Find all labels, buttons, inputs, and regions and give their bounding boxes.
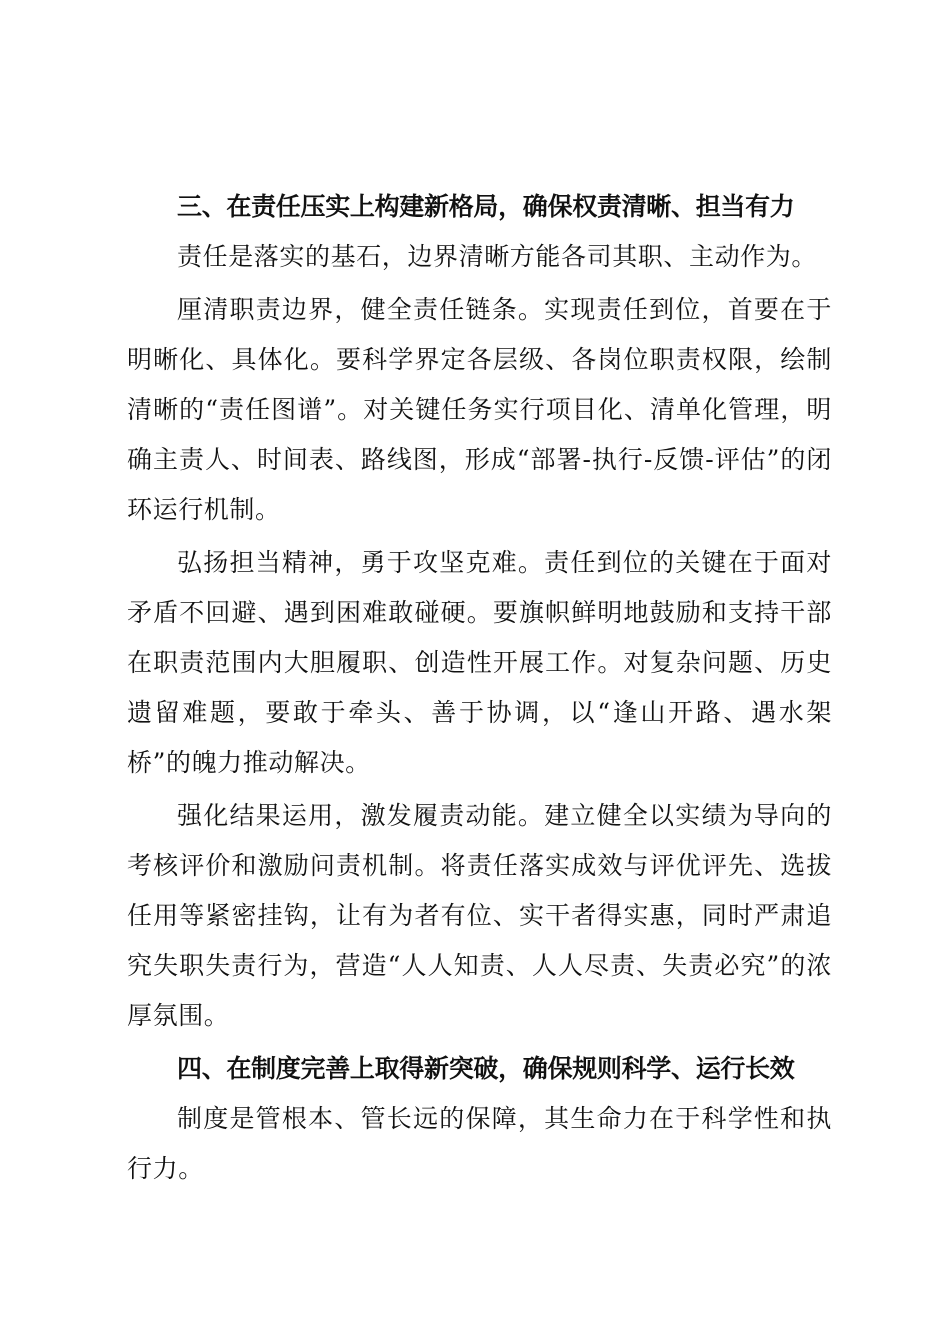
paragraph-responsibility-spirit: 弘扬担当精神，勇于攻坚克难。责任到位的关键在于面对矛盾不回避、遇到困难敢碰硬。要旗帜鲜明地鼓励和支持干部在职责范围内大胆履职、创造性开展工作。对复杂问题、历史遗留难题，要敢于牵头、善于协调，以“逢山开路、遇水架桥”的魄力推动解决。 xyxy=(127,548,832,777)
document-body xyxy=(127,182,832,1194)
section-heading-4: 四、在制度完善上取得新突破，确保规则科学、运行长效 xyxy=(177,1054,795,1083)
paragraph-responsibility-boundaries: 厘清职责边界，健全责任链条。实现责任到位，首要在于明晰化、具体化。要科学界定各层级、各岗位职责权限，绘制清晰的“责任图谱”。对关键任务实行项目化、清单化管理，明确主责人、时间表、路线图，形成“部署-执行-反馈-评估”的闭环运行机制。 xyxy=(127,295,832,524)
paragraph-intro: 责任是落实的基石，边界清晰方能各司其职、主动作为。 xyxy=(177,242,818,271)
paragraph-system-intro: 制度是管根本、管长远的保障，其生命力在于科学性和执行力。 xyxy=(127,1104,832,1183)
section-heading-3: 三、在责任压实上构建新格局，确保权责清晰、担当有力 xyxy=(177,192,795,221)
paragraph-results-application: 强化结果运用，激发履责动能。建立健全以实绩为导向的考核评价和激励问责机制。将责任落实成效与评优评先、选拔任用等紧密挂钩，让有为者有位、实干者得实惠，同时严肃追究失职失责行为，营造“人人知责、人人尽责、失责必究”的浓厚氛围。 xyxy=(127,801,832,1030)
